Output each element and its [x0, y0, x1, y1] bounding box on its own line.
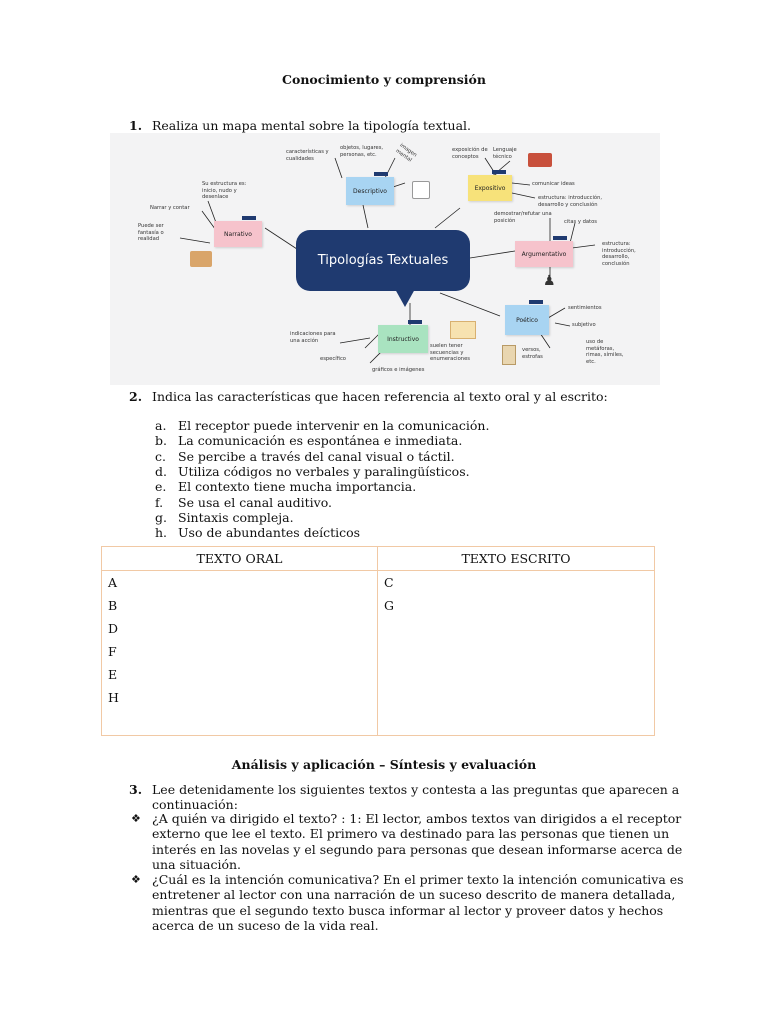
folder-label: Argumentativo [521, 250, 567, 258]
option-letter: g. [155, 509, 167, 525]
note-metaforas: uso de metáforas, rimas, símiles, etc. [586, 339, 624, 365]
option-letter: d. [155, 463, 167, 479]
option-text: Uso de abundantes deícticos [178, 525, 361, 541]
list-icon [450, 321, 476, 339]
folder-label: Poético [516, 316, 538, 324]
folder-descriptivo [346, 177, 394, 205]
folder-narrativo [214, 221, 262, 247]
bullet-text-line: mientras que el segundo texto busca informar al lector y proveer datos y hechos [152, 902, 664, 918]
bullet-text-line: acerca de un suceso de la vida real. [152, 917, 379, 933]
presentation-icon [528, 153, 552, 167]
question-2-text: Indica las características que hacen referencia al texto oral y al escrito: [152, 389, 608, 404]
note-caracteristicas: características y cualidades [286, 149, 329, 162]
section-title-analisis: Análisis y aplicación – Síntesis y evaluación [231, 757, 537, 772]
texto-oral-cell[interactable] [102, 571, 378, 736]
note-versos: versos, estrofas [522, 347, 543, 360]
option-letter: a. [155, 418, 167, 433]
note-citas: citas y datos [564, 219, 597, 225]
folder-label: Descriptivo [353, 187, 387, 195]
folder-tab [553, 236, 567, 240]
option-text: La comunicación es espontánea e inmediata. [178, 433, 463, 449]
table-cell-item: A [108, 575, 118, 590]
mind-map-center-bubble: Tipologías Textuales [296, 230, 470, 291]
folder-argumentativo [515, 241, 573, 267]
option-text: El contexto tiene mucha importancia. [178, 479, 417, 495]
table-cell-item: F [108, 644, 117, 659]
question-3-line-1: Lee detenidamente los siguientes textos y contesta a las preguntas que aparecen a [152, 782, 680, 797]
table-cell-item: C [384, 575, 394, 590]
note-demostrar: demostrar/refutar una posición [494, 211, 552, 224]
option-text: Se usa el canal auditivo. [178, 494, 332, 510]
table-cell-item: E [108, 667, 118, 682]
question-1-number: 1. [129, 118, 143, 133]
folder-poetico [505, 305, 549, 335]
diamond-bullet-icon: ❖ [131, 812, 141, 825]
option-text: Utiliza códigos no verbales y paralingüísticos. [178, 463, 470, 479]
question-3-number: 3. [129, 782, 143, 797]
question-2-number: 2. [129, 389, 143, 404]
bullet-text-line: ¿A quién va dirigido el texto? : 1: El lector, ambos textos van dirigidos a el receptor [152, 811, 682, 826]
people-icon: ♟ [543, 273, 556, 289]
note-sentimientos: sentimientos [568, 305, 602, 311]
option-text: El receptor puede intervenir en la comunicación. [178, 418, 490, 433]
note-fantasia: Puede ser fantasía o realidad [138, 223, 164, 242]
note-subjetivo: subjetivo [572, 322, 596, 328]
note-comunicar-ideas: comunicar ideas [532, 181, 575, 187]
folder-label: Expositivo [474, 184, 506, 192]
table-cell-item: H [108, 690, 119, 705]
document-icon [412, 181, 430, 199]
texto-escrito-cell[interactable] [378, 571, 655, 736]
book-icon [190, 251, 212, 267]
folder-tab [529, 300, 543, 304]
folder-expositivo [468, 175, 512, 201]
section-title-conocimiento: Conocimiento y comprensión [282, 72, 486, 87]
question-3-line-2: continuación: [152, 797, 238, 812]
option-letter: c. [155, 448, 166, 464]
bullet-text-line: interés en las novelas y el segundo para personas que desean informarse acerca de [152, 841, 683, 857]
folder-tab [408, 320, 422, 324]
note-estructura-narrativo: Su estructura es: inicio, nudo y desenlace [202, 181, 247, 200]
mind-map-image [110, 133, 660, 385]
note-imagen-mental: imagen mental [394, 142, 418, 164]
option-letter: b. [155, 433, 167, 449]
folder-tab [374, 172, 388, 176]
table-cell-item: G [384, 598, 394, 613]
bullet-text-line: entretener al lector con una narración de un suceso descrito de manera detallada, [152, 887, 676, 903]
note-secuencias: suelen tener secuencias y enumeraciones [430, 343, 470, 362]
note-exposicion: exposición de conceptos [452, 147, 488, 160]
note-graficos: gráficos e imágenes [372, 367, 425, 373]
mind-map-bubble-tail [395, 289, 415, 307]
oral-written-table [101, 546, 655, 736]
option-letter: e. [155, 479, 167, 495]
scroll-icon [502, 345, 516, 365]
note-narrar: Narrar y contar [150, 205, 190, 211]
option-text: Se percibe a través del canal visual o táctil. [178, 448, 455, 464]
folder-tab [242, 216, 256, 220]
note-especifico: específico [320, 356, 346, 362]
header-texto-escrito: TEXTO ESCRITO [378, 547, 655, 571]
option-letter: h. [155, 525, 168, 541]
option-text: Sintaxis compleja. [178, 509, 294, 525]
note-estructura-argumentativo: estructura: introducción, desarrollo, conclusión [602, 241, 636, 267]
note-estructura-expositivo: estructura: introducción, desarrollo y conclusión [538, 195, 603, 208]
question-1-text: Realiza un mapa mental sobre la tipología textual. [152, 118, 472, 133]
folder-label: Instructivo [387, 335, 419, 343]
diamond-bullet-icon: ❖ [131, 873, 141, 886]
bullet-text-line: ¿Cuál es la intención comunicativa? En el primer texto la intención comunicativa es [152, 872, 684, 887]
folder-instructivo [378, 325, 428, 353]
note-indicaciones: indicaciones para una acción [290, 331, 336, 344]
table-cell-item: D [108, 621, 119, 636]
folder-label: Narrativo [224, 230, 252, 238]
table-cell-item: B [108, 598, 118, 613]
bullet-text-line: externo que lee el texto. El primero va destinado para las personas que tienen un [152, 826, 670, 842]
folder-tab [492, 170, 506, 174]
note-lenguaje-tecnico: Lenguaje técnico [493, 147, 517, 160]
note-objetos: objetos, lugares, personas, etc. [340, 145, 384, 158]
bullet-text-line: una situación. [152, 856, 242, 872]
option-letter: f. [155, 494, 164, 510]
header-texto-oral: TEXTO ORAL [102, 547, 378, 571]
